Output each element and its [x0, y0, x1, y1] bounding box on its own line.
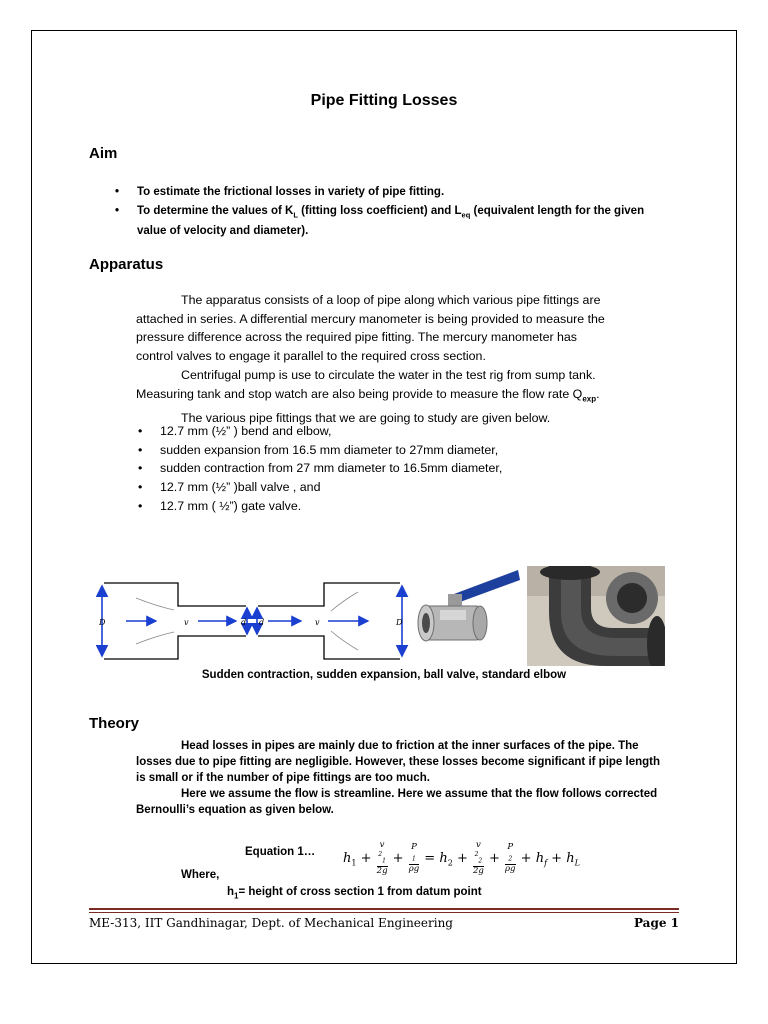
- theory-heading: Theory: [89, 715, 140, 732]
- fitting-item: • 12.7 mm (½” )ball valve , and: [136, 478, 696, 497]
- equation-label: Equation 1…: [245, 846, 316, 858]
- label-D-left: D: [99, 618, 106, 627]
- label-D-right: D: [396, 618, 403, 627]
- theory-para-1: Head losses in pipes are mainly due to friction at the inner surfaces of the pipe. The losses due to pipe fitting are negligible. However, these losses become significant if pipe length is small or if the number of pipe fittings are too much.: [136, 740, 661, 784]
- fitting-item: • 12.7 mm (½” ) bend and elbow,: [136, 422, 696, 441]
- figure-caption: Sudden contraction, sudden expansion, ball valve, standard elbow: [201, 669, 567, 681]
- standard-elbow-image: [527, 566, 665, 666]
- where-label: Where,: [181, 869, 220, 881]
- page-title: Pipe Fitting Losses: [310, 92, 458, 109]
- ball-valve-image: [414, 566, 522, 662]
- h1-definition: $h_1=$ height of cross section 1 from datum point: [227, 886, 482, 901]
- fittings-list: [136, 422, 696, 516]
- theory-para-2: Here we assume the flow is streamline. Here we assume that the flow follows corrected Bernoulli’s equation as given below.: [136, 788, 658, 816]
- label-d-right: d: [259, 618, 265, 627]
- expansion-wall-bottom: [258, 636, 400, 659]
- k-subscript: L: [293, 210, 298, 220]
- apparatus-heading: Apparatus: [89, 256, 164, 273]
- apparatus-para-3: The various pipe fittings that we are going to study are given below.: [181, 410, 551, 425]
- label-v-left: v: [184, 618, 189, 627]
- theory-text: [136, 738, 681, 818]
- apparatus-para-1: The apparatus consists of a loop of pipe along which various pipe fittings are attached in series. A differential mercury manometer is being provided to measure the pressure difference across the required pipe fitting. The mercury manometer has control valves to engage it parallel to the required cross section.: [136, 293, 605, 364]
- aim-item-2: • To determine the values of $K_L$ (fitting loss coefficient) and $L_{eq}$ (equivalent length for the given value of velocity and diameter).: [113, 203, 683, 239]
- fitting-item: • 12.7 mm ( ½”) gate valve.: [136, 497, 696, 516]
- footer-rule-thick: [89, 908, 679, 910]
- fitting-item: • sudden contraction from 27 mm diameter to 16.5mm diameter,: [136, 459, 696, 478]
- apparatus-text: [136, 291, 676, 427]
- footer-course: ME-313, IIT Gandhinagar, Dept. of Mechanical Engineering: [89, 916, 453, 930]
- contraction-wall-bottom: [104, 636, 246, 659]
- footer-rule-thin: [89, 912, 679, 913]
- eq-subscript: eq: [461, 210, 471, 220]
- footer-page-number: Page 1: [633, 916, 679, 930]
- bernoulli-equation: $h_1$ + v $^2_1$ 2g + P $_1$ ρg = $h_2$ + v $^2_2$ 2g + P $_2$ ρg + $h_f + h_L$: [343, 840, 580, 876]
- contraction-expansion-diagram: [96, 578, 412, 662]
- aim-item-1: • To estimate the frictional losses in variety of pipe fitting.: [113, 184, 683, 200]
- fitting-item: • sudden expansion from 16.5 mm diameter to 27mm diameter,: [136, 441, 696, 460]
- label-d-left: d: [241, 618, 247, 627]
- aim-list: [113, 184, 683, 239]
- label-v-right: v: [315, 618, 320, 627]
- contraction-wall-top: [104, 583, 246, 606]
- aim-heading: Aim: [89, 145, 118, 162]
- expansion-wall-top: [258, 583, 400, 606]
- apparatus-para-2: Centrifugal pump is use to circulate the water in the test rig from sump tank. Measuring tank and stop watch are also being provide to measure the flow rate $Q_{exp}$.: [136, 367, 600, 403]
